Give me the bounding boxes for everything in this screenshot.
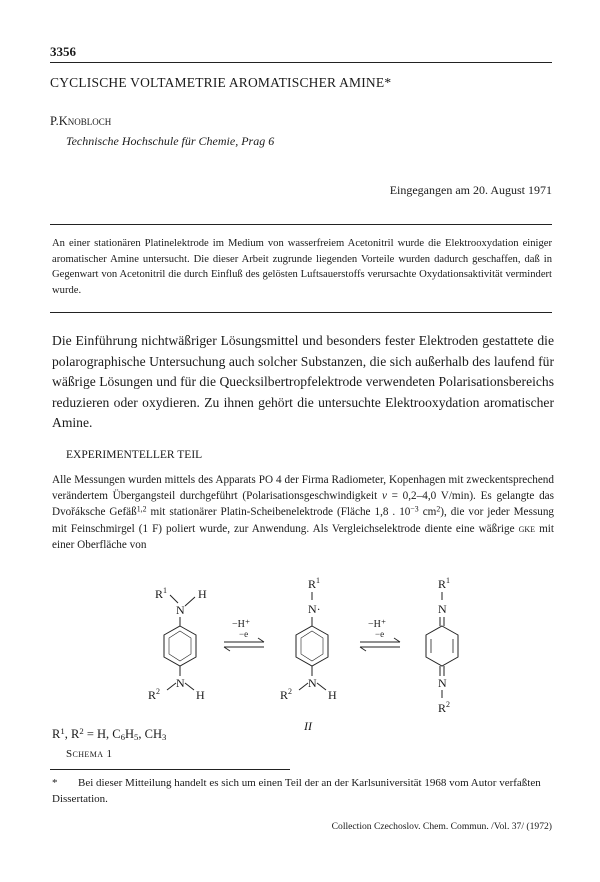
scheme-label: Schema 1	[66, 748, 113, 760]
svg-text:N: N	[308, 676, 317, 690]
author-affiliation: Technische Hochschule für Chemie, Prag 6	[66, 134, 275, 148]
article-title: CYCLISCHE VOLTAMETRIE AROMATISCHER AMINE*	[50, 75, 392, 90]
reaction-scheme	[140, 570, 560, 740]
svg-text:−H⁺: −H⁺	[232, 619, 251, 630]
svg-text:H: H	[196, 688, 205, 702]
reaction-arrow-1	[224, 619, 264, 651]
author-name	[50, 114, 111, 129]
svg-text:R1: $R^1$	[155, 586, 168, 601]
radical-intermediate-structure	[280, 576, 337, 733]
svg-text:N: N	[438, 676, 447, 690]
experimental-paragraph: Alle Messungen wurden mittels des Apparats PO 4 der Firma Radiometer, Kopenhagen mit zweckentsprechend verändertem Übergangsteil durchgeführt (Polarisationsgeschwindigkeit v = 0,2–4,0 V/min). Es gelangte das Dvořáksche Gefäß$^{1,2}$ mit stationärer Platin-Scheibenelektrode (Fläche 1,8 . $10^{-3}$ $cm^2$), die vor jeder Messung mit Feinschmirgel (1 F) poliert wurde, zur Anwendung. Als Vergleichselektrode diente eine wäßrige gke mit einer Oberfläche von	[52, 474, 555, 551]
svg-text:N: N	[176, 676, 185, 690]
header-rule	[50, 62, 552, 63]
svg-text:R2: $R^2$	[148, 687, 161, 702]
svg-text:−e: −e	[239, 629, 249, 639]
svg-text:H: H	[198, 587, 207, 601]
abstract: An einer stationären Platinelektrode im Medium von wasserfreiem Acetonitril wurde die Elektrooxydation einiger aromatischer Amine untersucht. Die dieser Arbeit zugrunde liegenden Vorteile wurden dadurch geschaffen, daß in Gegenwart von Acetonitril die durch Einfluß des gelösten Luftsauerstoffs verursachte Oxydationsaktivität vermindert wurde.	[52, 238, 552, 296]
svg-text:R2: $R^2$	[438, 700, 451, 715]
footnote-mark: *	[52, 777, 58, 789]
footnote-rule	[50, 769, 290, 770]
abstract-top-rule	[50, 224, 552, 225]
journal-citation: Collection Czechoslov. Chem. Commun. /Vol. 37/ (1972)	[331, 821, 552, 832]
svg-text:R1: $R^1$	[438, 576, 451, 591]
received-date: Eingegangen am 20. August 1971	[389, 183, 552, 197]
diamine-structure	[148, 586, 207, 702]
abstract-bottom-rule	[50, 312, 552, 313]
svg-text:−e: −e	[375, 629, 385, 639]
svg-text:N·: N·	[308, 602, 321, 616]
footnote-text: Bei dieser Mitteilung handelt es sich um einen Teil der an der Karlsuniversität 1968 vom Autor verfaßten Dissertation.	[52, 777, 541, 805]
svg-text:N: N	[438, 602, 447, 616]
svg-text:R2: $R^2$	[280, 687, 293, 702]
intro-paragraph: Die Einführung nichtwäßriger Lösungsmittel und besonders fester Elektroden gestattete die polarographische Untersuchung auch solcher Substanzen, die sich außerhalb des laufend für wäßrige Lösungen und für die Quecksilbertropfelektrode verwendeten Polarisationsbereichs reduzieren oder oxydieren. Zu ihnen gehört die untersuchte Elektrooxydation aromatischer Amine.	[52, 333, 554, 430]
substituent-definition: $R^1$, $R^2 = H$, $C_6H_5$, $CH_3$	[52, 726, 167, 743]
svg-text:H: H	[328, 688, 337, 702]
author-initial: P.	[50, 114, 59, 128]
section-heading: EXPERIMENTELLER TEIL	[66, 449, 203, 461]
svg-text:R1: $R^1$	[308, 576, 321, 591]
svg-text:N: N	[176, 603, 185, 617]
svg-text:−H⁺: −H⁺	[368, 619, 387, 630]
compound-label-ii: II	[304, 719, 312, 733]
page-number: 3356	[50, 44, 76, 59]
author-surname: Knobloch	[58, 114, 112, 128]
reaction-arrow-2	[360, 619, 400, 651]
footnote	[52, 776, 556, 807]
quinone-diimine-structure	[426, 576, 458, 715]
